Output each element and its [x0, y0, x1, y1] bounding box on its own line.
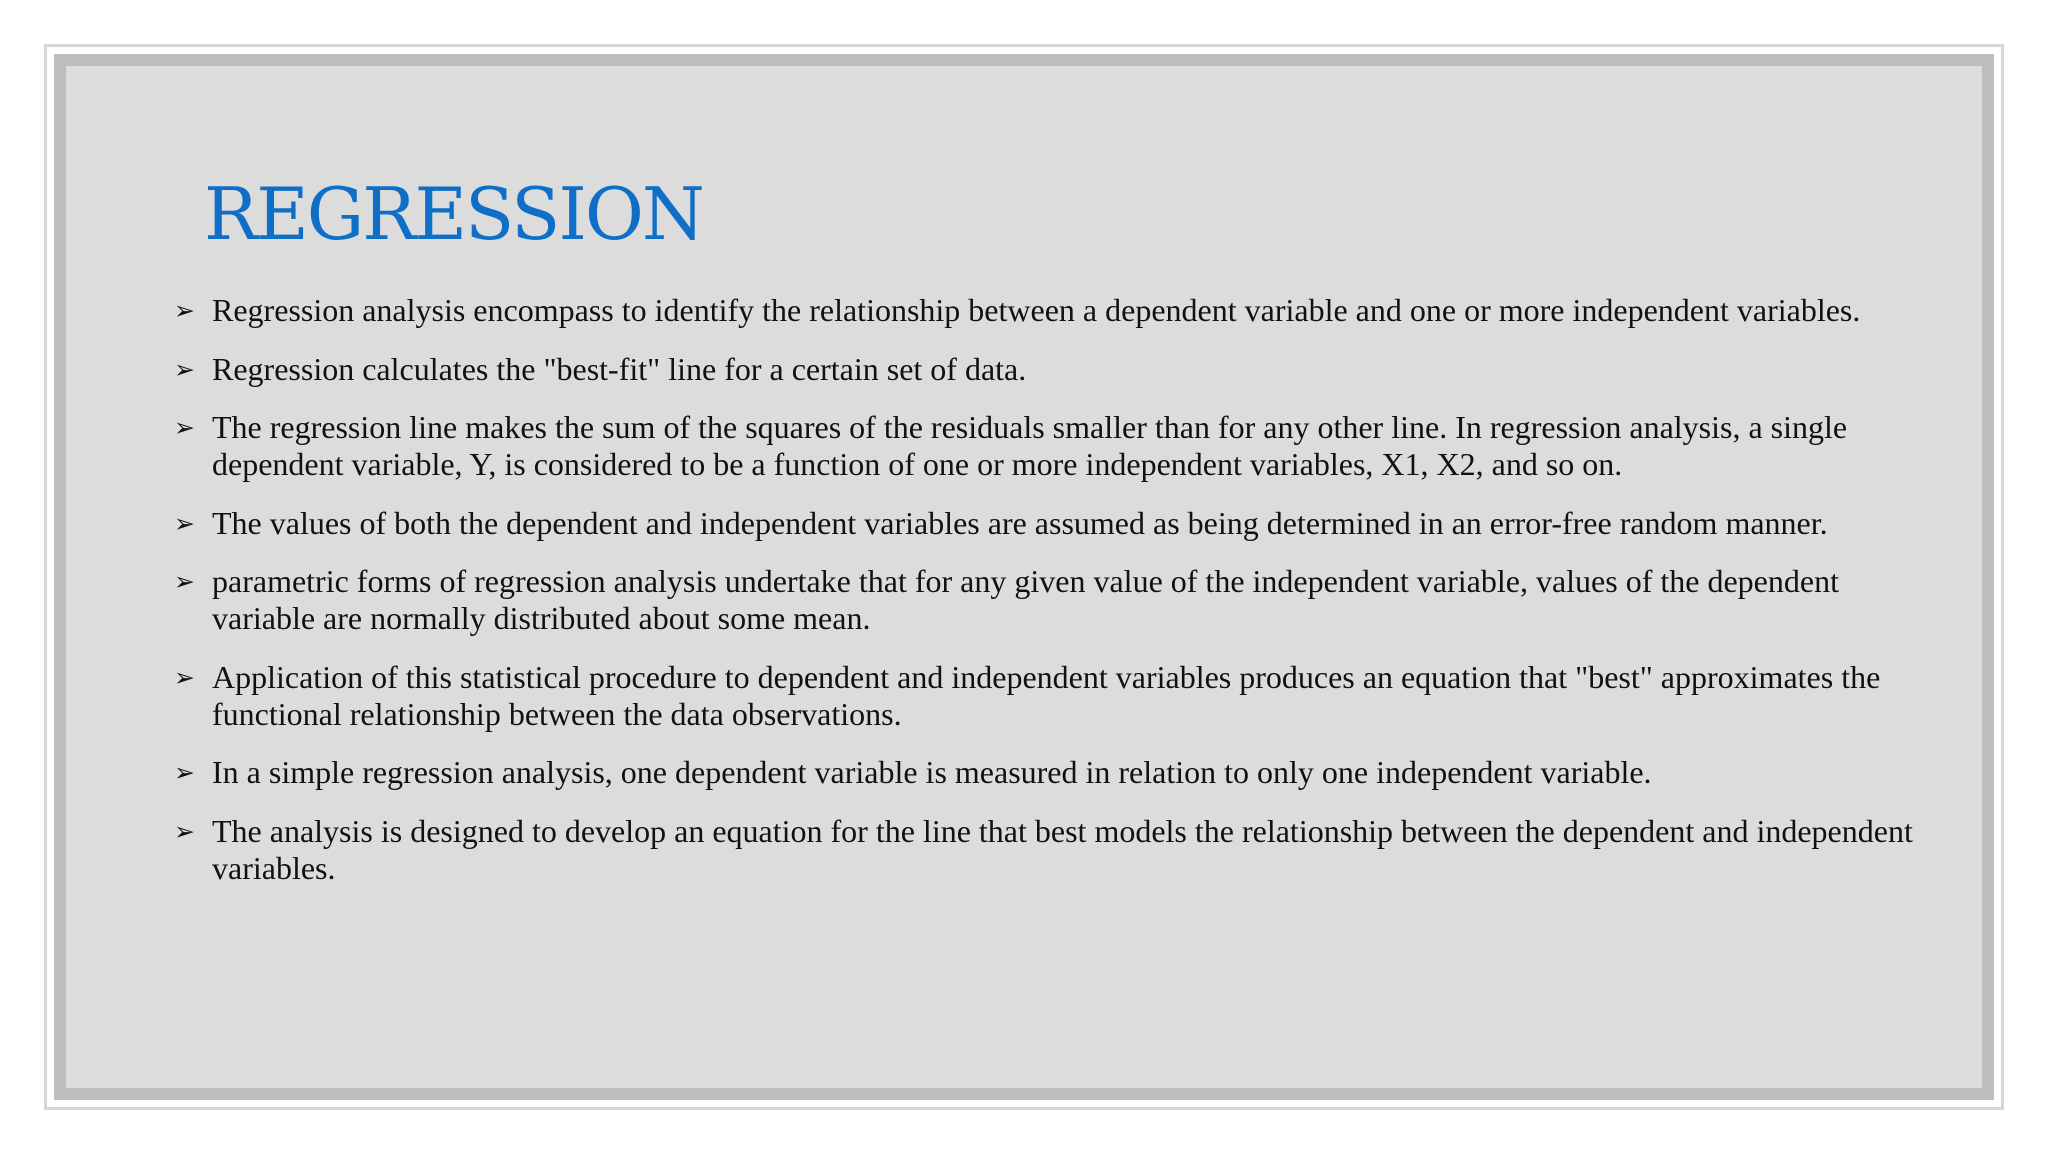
slide-title: REGRESSION [204, 172, 703, 256]
bullet-item [174, 505, 1944, 542]
bullet-text: Regression calculates the "best-fit" line for a certain set of data. [212, 350, 1027, 387]
bullet-text: The analysis is designed to develop an equation for the line that best models the relationship between the dependent and independent variables. [212, 812, 1913, 886]
arrowhead-bullet-icon: ➢ [174, 354, 195, 384]
arrowhead-bullet-icon: ➢ [174, 662, 195, 692]
arrowhead-bullet-icon: ➢ [174, 816, 195, 846]
bullet-item [174, 563, 1944, 637]
arrowhead-bullet-icon: ➢ [174, 758, 195, 787]
arrowhead-bullet-icon: ➢ [174, 508, 195, 538]
bullet-item [174, 351, 1944, 388]
arrowhead-bullet-icon: ➢ [174, 296, 195, 325]
bullet-item [174, 409, 1944, 483]
bullet-list [174, 292, 1944, 908]
bullet-item [174, 292, 1944, 329]
bullet-text: The regression line makes the sum of the squares of the residuals smaller than for any other line. In regression analysis, a single dependent variable, Y, is considered to be a function of one or more independent variables, X1, X2, and so on. [212, 409, 1848, 482]
bullet-item [174, 754, 1944, 791]
bullet-text: parametric forms of regression analysis undertake that for any given value of the independent variable, values of the dependent variable are normally distributed about some mean. [212, 563, 1839, 636]
arrowhead-bullet-icon: ➢ [174, 567, 195, 596]
bullet-text: In a simple regression analysis, one dependent variable is measured in relation to only one independent variable. [212, 754, 1652, 790]
bullet-item [174, 813, 1944, 887]
bullet-text: Application of this statistical procedure to dependent and independent variables produces an equation that "best" approximates the functional relationship between the data observations. [212, 658, 1881, 732]
slide-outer-frame [44, 44, 2004, 1110]
slide-panel [54, 54, 1994, 1100]
arrowhead-bullet-icon: ➢ [174, 413, 195, 442]
bullet-item [174, 659, 1944, 733]
bullet-text: Regression analysis encompass to identify the relationship between a dependent variable and one or more independent variables. [212, 292, 1861, 328]
bullet-text: The values of both the dependent and independent variables are assumed as being determined in an error-free random manner. [212, 504, 1828, 541]
